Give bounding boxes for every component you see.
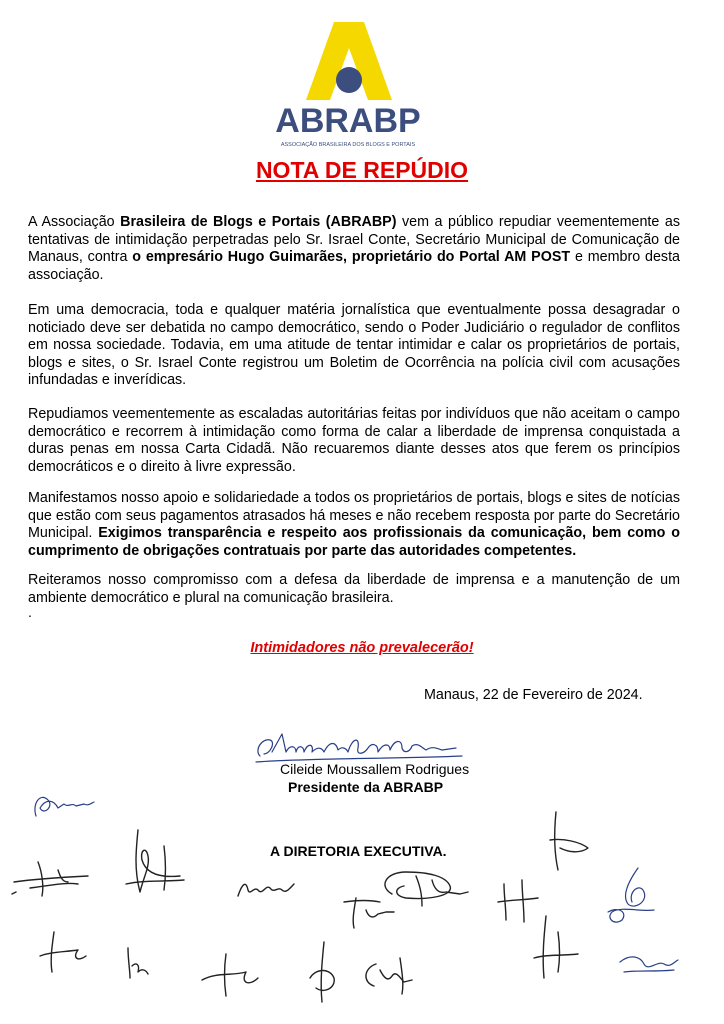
p1-text-e: e membro desta associação.: [28, 249, 681, 283]
signer-name: Cileide Moussallem Rodrigues: [280, 761, 470, 777]
signer-role: Presidente da ABRABP: [288, 779, 444, 795]
board-signature-8: [598, 862, 668, 932]
p1-text-a: A Associação: [28, 214, 121, 230]
board-signature-10: [34, 926, 94, 976]
board-signature-14: [356, 952, 426, 998]
logo-name: ABRABP: [275, 102, 421, 140]
board-signature-3: [120, 826, 190, 898]
p1-bold-association: Brasileira de Blogs e Portais (ABRABP): [120, 214, 397, 230]
p1-text-c: vem a público repudiar veementemente as tentativas de intimidação perpetradas pelo Sr. Israel Conte, Secretário Municipal de Comunicação de Manaus, contra: [28, 214, 680, 266]
p4-text: Manifestamos nosso apoio e solidariedade a todos os proprietários de portais, blogs e sites de notícias que estão com seus pagamentos atrasados há meses e não recebem resposta por parte do Secretário Municipal.: [28, 490, 680, 542]
stray-dot: .: [28, 604, 32, 620]
board-signature-7: [540, 808, 600, 874]
paragraph-4: [28, 490, 680, 560]
board-signature-15: [528, 912, 588, 982]
board-signature-13: [300, 938, 350, 1008]
board-signature-16: [614, 942, 684, 982]
logo-a-mark-icon: [304, 18, 394, 108]
slogan: Intimidadores não prevalecerão!: [250, 640, 474, 656]
p4-bold-demand: Exigimos transparência e respeito aos profissionais da comunicação, bem como o cumprimento de obrigações contratuais por parte das autoridades competentes.: [28, 525, 680, 559]
paragraph-3: Repudiamos veementemente as escaladas autoritárias feitas por indivíduos que não aceitam o campo democrático e recorrem à intimidação como forma de calar a liberdade de imprensa conquistada a duras penas em nossa Carta Cidadã. Não recuaremos diante desses atos que ferem os princípios democráticos e o direito à livre expressão.: [28, 406, 680, 475]
logo-subtitle: ASSOCIAÇÃO BRASILEIRA DOS BLOGS E PORTAIS: [280, 142, 416, 148]
board-signature-12: [196, 950, 266, 1000]
paragraph-5: Reiteramos nosso compromisso com a defesa da liberdade de imprensa e a manutenção de um ambiente democrático e plural na comunicação brasileira.: [28, 572, 680, 606]
abrabp-logo: [268, 18, 428, 148]
place-date: Manaus, 22 de Fevereiro de 2024.: [424, 687, 643, 703]
board-signature-4: [232, 866, 302, 906]
paragraph-2: Em uma democracia, toda e qualquer matéria jornalística que eventualmente possa desagradar o noticiado deve ser debatida no campo democrático, sendo o Poder Judiciário o regulador de conflitos em nossa sociedade. Todavia, em uma atitude de tentar intimidar e calar os proprietários de portais, blogs e sites, o Sr. Israel Conte registrou um Boletim de Ocorrência na polícia civil com acusações infundadas e inverídicas.: [28, 302, 680, 389]
board-label: A DIRETORIA EXECUTIVA.: [270, 843, 447, 859]
board-signature-2: [8, 852, 98, 902]
paragraph-1: [28, 214, 680, 284]
board-signature-11: [116, 942, 156, 982]
p1-bold-businessman: o empresário Hugo Guimarães, proprietário do Portal AM POST: [132, 249, 571, 266]
board-signature-1: [28, 786, 98, 822]
page-title: NOTA DE REPÚDIO: [255, 157, 469, 183]
board-signature-9: [338, 892, 398, 932]
